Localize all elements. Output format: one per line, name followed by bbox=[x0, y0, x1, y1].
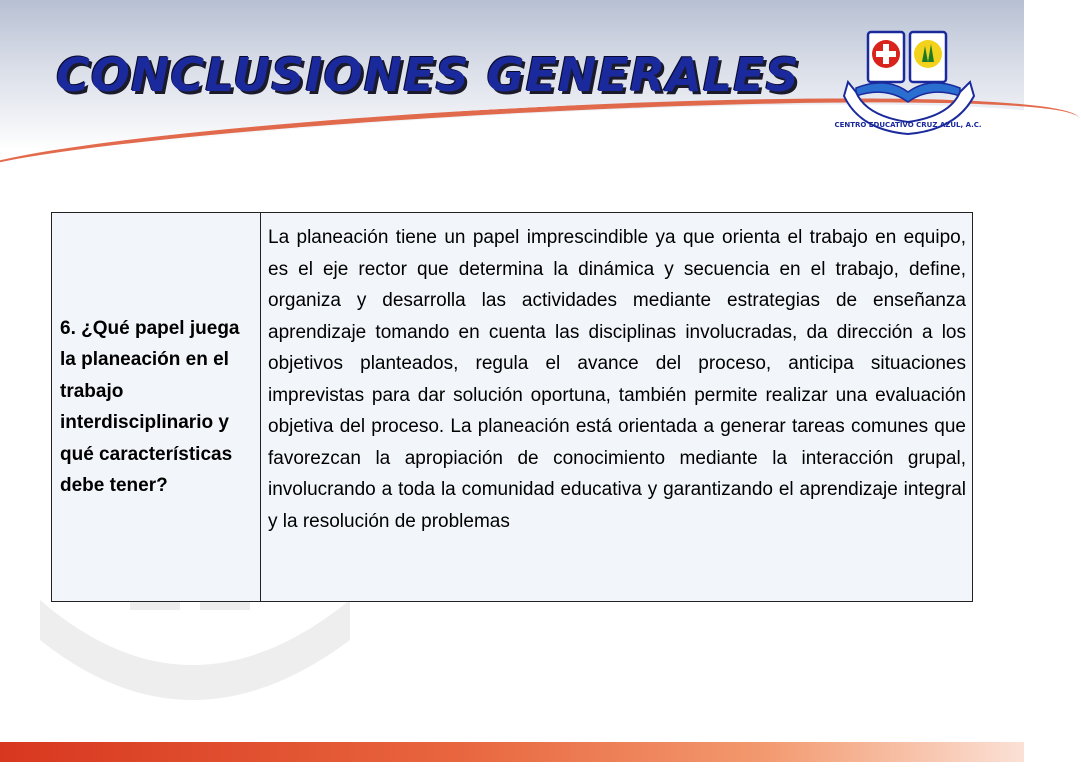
answer-text: La planeación tiene un papel imprescindible ya que orienta el trabajo en equipo, es el eje rector que determina la dinámica y secuencia en el trabajo, define, organiza y desarrolla las actividades mediante estrategias de enseñanza aprendizaje tomando en cuenta las disciplinas involucradas, da dirección a los objetivos planteados, regula el avance del proceso, anticipa situaciones imprevistas para dar solución oportuna, también permite realizar una evaluación objetiva del proceso. La planeación está orientada a generar tareas comunes que favorezcan la apropiación de conocimiento mediante la interacción grupal, involucrando a toda la comunidad educativa y garantizando el aprendizaje integral y la resolución de problemas bbox=[268, 227, 966, 532]
answer-cell bbox=[261, 213, 973, 602]
school-logo bbox=[834, 26, 982, 144]
slide-title: CONCLUSIONES GENERALES bbox=[56, 48, 800, 102]
conclusion-table bbox=[51, 212, 973, 602]
logo-text: CENTRO EDUCATIVO CRUZ AZUL, A.C. bbox=[834, 121, 982, 129]
question-text: 6. ¿Qué papel juega la planeación en el trabajo interdisciplinario y qué características debe tener? bbox=[60, 317, 240, 496]
footer-gap bbox=[0, 762, 1024, 768]
table-row bbox=[52, 213, 973, 602]
question-cell bbox=[52, 213, 261, 602]
footer-accent-bar bbox=[0, 742, 1024, 762]
